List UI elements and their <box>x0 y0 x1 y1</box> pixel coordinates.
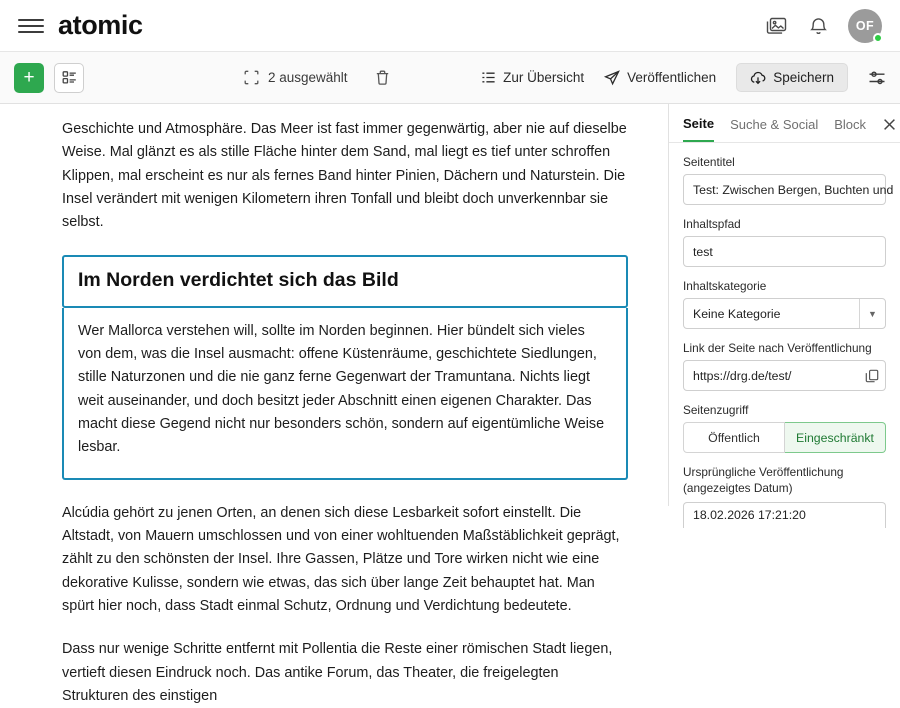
tab-block[interactable]: Block <box>834 117 867 132</box>
notifications-bell-icon[interactable] <box>806 14 830 38</box>
save-label: Speichern <box>773 70 834 85</box>
page-title-input[interactable]: Test: Zwischen Bergen, Buchten und <box>683 174 886 205</box>
layout-list-icon[interactable] <box>54 63 84 93</box>
page-title-label: Seitentitel <box>683 155 735 169</box>
avatar-initials[interactable]: OF <box>848 9 882 43</box>
content-category-value: Keine Kategorie <box>693 306 781 321</box>
paragraph-block[interactable]: Geschichte und Atmosphäre. Das Meer ist fast immer gegenwärtig, aber nie auf dieselbe Weise. Mal glänzt es als stille Fläche hinter dem Sand, mal liegt es tief unter schroffen Klippen, mal erscheint es nur als fernes Band hinter Pinien, Dächern und Naturstein. Die Insel verändert mit wenigen Kilometern ihren Tonfall und bleibt doch unverkennbar sie selbst. <box>62 121 627 231</box>
hamburger-icon[interactable] <box>18 13 44 39</box>
chevron-down-icon[interactable]: ▼ <box>859 299 885 328</box>
selection-status <box>244 70 390 86</box>
paper-plane-icon <box>604 70 620 86</box>
tab-suche-social[interactable]: Suche & Social <box>730 117 819 132</box>
paragraph-text: Wer Mallorca verstehen will, sollte im Norden beginnen. Hier bündelt sich vieles von dem, was die Insel ausmacht: offene Küstenräume, geschichtete Siedlungen, stille Naturzonen und die nie ganz ferne Gegenwart der Tramuntana. Nichts liegt weit auseinander, und doch besitzt jeder Abschnitt einen eigenen Charakter. Das macht diese Gegend nicht nur besonders schön, sondern auf eigentümliche Weise lesbar. <box>78 322 605 456</box>
avatar[interactable] <box>848 9 882 43</box>
content-category-select[interactable] <box>683 298 886 329</box>
publish-button[interactable] <box>604 70 716 86</box>
access-option-public[interactable]: Öffentlich <box>683 422 785 453</box>
workspace <box>0 104 900 704</box>
editor-toolbar <box>0 52 900 104</box>
content-path-label: Inhaltspfad <box>683 217 741 231</box>
settings-panel <box>668 104 900 523</box>
page-access-label: Seitenzugriff <box>683 403 749 417</box>
publish-link-value: https://drg.de/test/ <box>693 368 792 383</box>
overview-button[interactable] <box>481 70 584 85</box>
overview-label: Zur Übersicht <box>503 70 585 85</box>
online-status-dot <box>873 33 883 43</box>
add-block-button[interactable]: + <box>14 63 44 93</box>
app-brand-title: atomic <box>58 10 143 40</box>
panel-tab-bar <box>669 104 900 143</box>
top-bar-actions <box>764 9 882 43</box>
content-category-label: Inhaltskategorie <box>683 279 767 293</box>
top-bar <box>0 0 900 52</box>
paragraph-block[interactable]: Alcúdia gehört zu jenen Orten, an denen sich diese Lesbarkeit sofort einstellt. Die Altstadt, von Mauern umschlossen und von einer wohltuenden Maßstäblichkeit geprägt, zählt zu den schönsten der Insel. Ihre Gassen, Plätze und Tore wirken nicht wie eine dekorative Kulisse, sondern wie etwas, das sich über lange Zeit behauptet hat. Man spürt hier noch, dass Stadt einmal Schutz, Ordnung und Verdichtung bedeutete. <box>62 504 620 614</box>
publish-label: Veröffentlichen <box>627 70 717 85</box>
heading-text: Im Norden verdichtet sich das Bild <box>78 268 399 291</box>
selection-frame-icon <box>244 70 259 85</box>
page-editor-canvas[interactable] <box>0 104 668 704</box>
sliders-icon[interactable] <box>868 70 886 86</box>
publish-link-label: Link der Seite nach Veröffentlichung <box>683 341 872 355</box>
original-publish-label: Ursprüngliche Veröffentlichung (angezeigtes Datum) <box>683 465 844 495</box>
selected-paragraph-block[interactable] <box>62 308 628 480</box>
cloud-save-icon <box>750 71 766 85</box>
copy-icon[interactable] <box>865 369 879 383</box>
paragraph-block[interactable]: Dass nur wenige Schritte entfernt mit Pollentia die Reste einer römischen Stadt liegen, vertieft diesen Eindruck noch. Das antike Forum, das Theater, die freigelegten Strukturen des einstigen <box>62 641 613 704</box>
page-access-toggle <box>683 422 886 453</box>
save-button[interactable] <box>736 63 848 92</box>
access-option-restricted[interactable]: Eingeschränkt <box>785 422 886 453</box>
media-library-icon[interactable] <box>764 14 788 38</box>
tab-seite[interactable]: Seite <box>683 116 714 142</box>
publish-link-input[interactable] <box>683 360 886 391</box>
original-publish-input[interactable]: 18.02.2026 17:21:20 <box>683 502 886 528</box>
panel-fields <box>669 143 900 528</box>
close-icon[interactable] <box>882 117 897 141</box>
toolbar-actions <box>481 63 886 92</box>
selected-heading-block[interactable] <box>62 255 628 308</box>
selection-count-label: 2 ausgewählt <box>268 70 348 85</box>
trash-icon[interactable] <box>375 70 390 86</box>
content-path-input[interactable]: test <box>683 236 886 267</box>
grid-list-icon <box>481 70 496 85</box>
